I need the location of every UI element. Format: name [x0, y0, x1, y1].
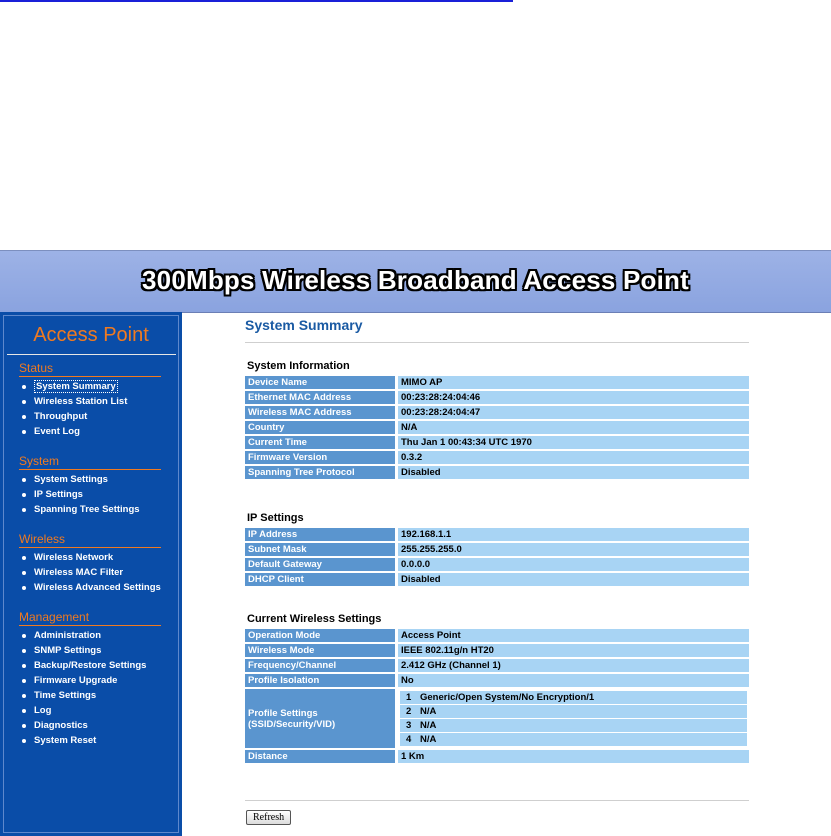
profile-list [400, 691, 747, 746]
profile-label-line-1: Profile Settings [248, 707, 318, 719]
sidebar-item-wireless-advanced-settings[interactable]: Wireless Advanced Settings [19, 580, 161, 595]
profile-settings-label [245, 689, 398, 748]
row-label: DHCP Client [245, 573, 398, 586]
sidebar-item-wireless-network[interactable]: Wireless Network [19, 550, 161, 565]
row-label: Current Time [245, 436, 398, 449]
row-label: Ethernet MAC Address [245, 391, 398, 404]
table-row [245, 689, 749, 748]
row-value: No [398, 674, 749, 687]
page-title: System Summary [245, 317, 363, 333]
row-value: 0.3.2 [398, 451, 749, 464]
sidebar-title: Access Point [33, 324, 149, 346]
sidebar-item-diagnostics[interactable]: Diagnostics [19, 718, 161, 733]
table-row [245, 543, 749, 556]
profile-label-line-2: (SSID/Security/VID) [248, 718, 336, 730]
row-label: Subnet Mask [245, 543, 398, 556]
sidebar-item-system-settings[interactable]: System Settings [19, 472, 161, 487]
sidebar-item-snmp-settings[interactable]: SNMP Settings [19, 643, 161, 658]
sidebar-section-status [19, 361, 161, 439]
table-row [245, 644, 749, 657]
sidebar [0, 312, 182, 836]
refresh-button[interactable]: Refresh [246, 810, 291, 825]
table-row [245, 421, 749, 434]
sidebar-item-throughput[interactable]: Throughput [19, 409, 161, 424]
row-label: Default Gateway [245, 558, 398, 571]
bottom-divider [245, 800, 749, 801]
section-title-management: Management [19, 610, 161, 626]
wireless-settings-title: Current Wireless Settings [247, 613, 382, 625]
system-information-title: System Information [247, 360, 350, 372]
row-value: MIMO AP [398, 376, 749, 389]
row-label: Wireless MAC Address [245, 406, 398, 419]
table-row [245, 558, 749, 571]
section-title-system: System [19, 454, 161, 470]
table-row [245, 659, 749, 672]
table-row [245, 674, 749, 687]
profile-settings-value [398, 689, 749, 748]
row-value: 0.0.0.0 [398, 558, 749, 571]
table-row [245, 376, 749, 389]
list-item: 3 N/A [400, 719, 747, 733]
list-item: 1 Generic/Open System/No Encryption/1 [400, 691, 747, 705]
row-label: Frequency/Channel [245, 659, 398, 672]
table-row [245, 466, 749, 479]
table-row [245, 573, 749, 586]
row-value: N/A [398, 421, 749, 434]
section-title-status: Status [19, 361, 161, 377]
sidebar-item-time-settings[interactable]: Time Settings [19, 688, 161, 703]
table-row [245, 750, 749, 763]
top-rule [0, 0, 513, 2]
row-value: 2.412 GHz (Channel 1) [398, 659, 749, 672]
sidebar-item-system-summary[interactable]: System Summary [19, 379, 161, 394]
row-value: 00:23:28:24:04:47 [398, 406, 749, 419]
table-row [245, 528, 749, 541]
row-value: Disabled [398, 573, 749, 586]
table-row [245, 436, 749, 449]
sidebar-title-divider [7, 354, 176, 355]
row-value: Disabled [398, 466, 749, 479]
row-value: 00:23:28:24:04:46 [398, 391, 749, 404]
table-row [245, 451, 749, 464]
sidebar-item-system-reset[interactable]: System Reset [19, 733, 161, 748]
row-label: Operation Mode [245, 629, 398, 642]
row-label: Profile Isolation [245, 674, 398, 687]
sidebar-item-event-log[interactable]: Event Log [19, 424, 161, 439]
sidebar-item-ip-settings[interactable]: IP Settings [19, 487, 161, 502]
row-value: Thu Jan 1 00:43:34 UTC 1970 [398, 436, 749, 449]
row-label: Device Name [245, 376, 398, 389]
sidebar-section-wireless [19, 532, 161, 595]
row-label: Distance [245, 750, 398, 763]
sidebar-frame [3, 315, 179, 833]
row-value: IEEE 802.11g/n HT20 [398, 644, 749, 657]
row-label: Spanning Tree Protocol [245, 466, 398, 479]
section-title-wireless: Wireless [19, 532, 161, 548]
row-label: Country [245, 421, 398, 434]
banner-title: 300Mbps Wireless Broadband Access Point [142, 265, 689, 295]
list-item: 4 N/A [406, 734, 437, 745]
row-value: Access Point [398, 629, 749, 642]
header-banner [0, 250, 831, 313]
table-row [245, 629, 749, 642]
sidebar-item-wireless-station-list[interactable]: Wireless Station List [19, 394, 161, 409]
wireless-settings-table [245, 627, 749, 765]
table-row [245, 391, 749, 404]
sidebar-section-system [19, 454, 161, 517]
table-row [245, 406, 749, 419]
system-information-table [245, 374, 749, 481]
row-label: Firmware Version [245, 451, 398, 464]
sidebar-item-wireless-mac-filter[interactable]: Wireless MAC Filter [19, 565, 161, 580]
sidebar-item-log[interactable]: Log [19, 703, 161, 718]
list-item: 2 N/A [400, 705, 747, 719]
title-divider [245, 342, 749, 343]
row-value: 1 Km [398, 750, 749, 763]
row-label: Wireless Mode [245, 644, 398, 657]
row-value: 192.168.1.1 [398, 528, 749, 541]
sidebar-item-administration[interactable]: Administration [19, 628, 161, 643]
ip-settings-table [245, 526, 749, 588]
row-label: IP Address [245, 528, 398, 541]
sidebar-item-firmware-upgrade[interactable]: Firmware Upgrade [19, 673, 161, 688]
sidebar-item-backup-restore-settings[interactable]: Backup/Restore Settings [19, 658, 161, 673]
sidebar-item-spanning-tree-settings[interactable]: Spanning Tree Settings [19, 502, 161, 517]
sidebar-section-management [19, 610, 161, 748]
row-value: 255.255.255.0 [398, 543, 749, 556]
ip-settings-title: IP Settings [247, 512, 304, 524]
